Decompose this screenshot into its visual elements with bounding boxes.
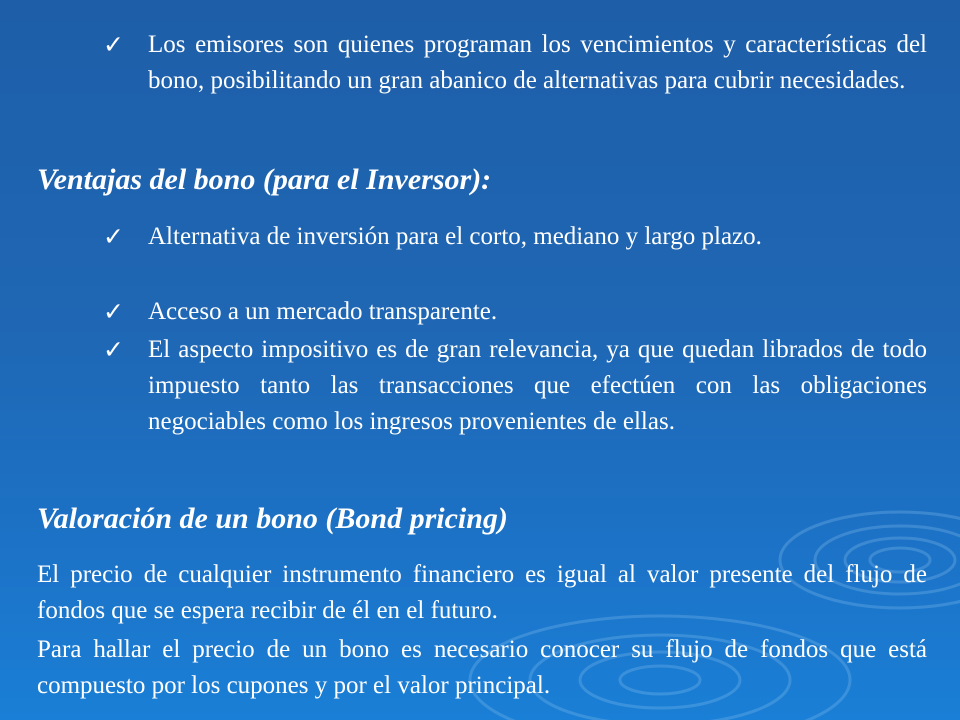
- paragraph-precio: El precio de cualquier instrumento financiero es igual al valor presente del flujo de fondos que se espera recibir de él en el futuro.: [37, 561, 927, 624]
- check-icon: ✓: [103, 222, 124, 251]
- bullet-text: El aspecto impositivo es de gran relevancia, ya que quedan librados de todo impuesto tanto las transacciones que efectúen con las obligaciones negociables como los ingresos provenientes de ellas.: [148, 336, 927, 435]
- check-icon: ✓: [103, 297, 124, 326]
- bullet-text: Acceso a un mercado transparente.: [148, 298, 498, 325]
- check-icon: ✓: [103, 335, 124, 364]
- bullet-emisores: [103, 27, 927, 99]
- bullet-text: Alternativa de inversión para el corto, mediano y largo plazo.: [148, 223, 762, 250]
- bullet-alternativa: [103, 219, 927, 255]
- bullet-text: Los emisores son quienes programan los vencimientos y características del bono, posibilitando un gran abanico de alternativas para cubrir necesidades.: [148, 31, 927, 94]
- paragraph-hallar-precio: Para hallar el precio de un bono es necesario conocer su flujo de fondos que está compuesto por los cupones y por el valor principal.: [37, 636, 927, 699]
- check-icon: ✓: [103, 30, 124, 59]
- bullet-acceso: [103, 294, 927, 330]
- bullet-impositivo: [103, 332, 927, 440]
- section-heading-valoracion: Valoración de un bono (Bond pricing): [37, 502, 508, 535]
- section-heading-ventajas: Ventajas del bono (para el Inversor):: [37, 163, 492, 196]
